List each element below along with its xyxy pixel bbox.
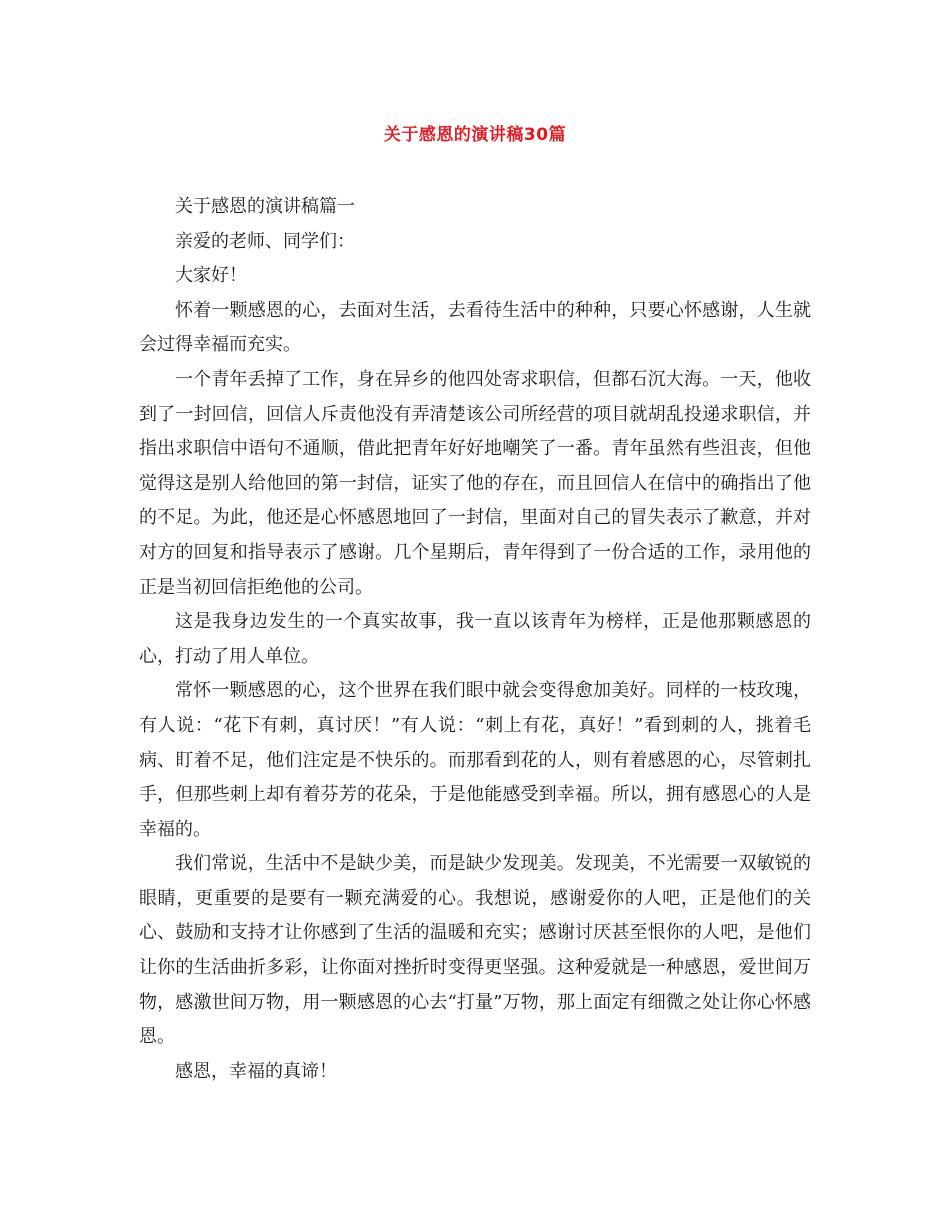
section-heading: 关于感恩的演讲稿篇一 xyxy=(175,196,355,217)
body-paragraph: 一个青年丢掉了工作，身在异乡的他四处寄求职信，但都石沉大海。一天，他收到了一封回信，回信人斥责他没有弄清楚该公司所经营的项目就胡乱投递求职信，并指出求职信中语句不通顺，借此把青年好好地嘲笑了一番。青年虽然有些沮丧，但他觉得这是别人给他回的第一封信，证实了他的存在，而且回信人在信中的确指出了他的不足。为此，他还是心怀感恩地回了一封信，里面对自己的冒失表示了歉意，并对对方的回复和指导表示了感谢。几个星期后，青年得到了一份合适的工作，录用他的正是当初回信拒绝他的公司。 xyxy=(139,368,811,598)
document-body xyxy=(139,190,811,1089)
body-paragraph: 我们常说，生活中不是缺少美，而是缺少发现美。发现美，不光需要一双敏锐的眼睛，更重要的是要有一颗充满爱的心。我想说，感谢爱你的人吧，正是他们的关心、鼓励和支持才让你感到了生活的温暖和充实；感谢讨厌甚至恨你的人吧，是他们让你的生活曲折多彩，让你面对挫折时变得更坚强。这种爱就是一种感恩，爱世间万物，感激世间万物，用一颗感恩的心去“打量”万物，那上面定有细微之处让你心怀感恩。 xyxy=(139,853,811,1048)
body-paragraph: 怀着一颗感恩的心，去面对生活，去看待生活中的种种，只要心怀感谢，人生就会过得幸福而充实。 xyxy=(139,299,811,356)
document-title: 关于感恩的演讲稿30篇 xyxy=(383,125,567,145)
body-paragraph: 这是我身边发生的一个真实故事，我一直以该青年为榜样，正是他那颗感恩的心，打动了用人单位。 xyxy=(139,611,811,667)
greeting: 大家好！ xyxy=(175,265,247,287)
salutation: 亲爱的老师、同学们： xyxy=(175,230,355,252)
body-paragraph: 常怀一颗感恩的心，这个世界在我们眼中就会变得愈加美好。同样的一枝玫瑰，有人说：“花下有刺，真讨厌！”有人说：“刺上有花，真好！”看到刺的人，挑着毛病、盯着不足，他们注定是不快乐的。而那看到花的人，则有着感恩的心，尽管刺扎手，但那些刺上却有着芬芳的花朵，于是他能感受到幸福。所以，拥有感恩心的人是幸福的。 xyxy=(139,680,811,840)
closing-line: 感恩，幸福的真谛！ xyxy=(175,1060,337,1082)
